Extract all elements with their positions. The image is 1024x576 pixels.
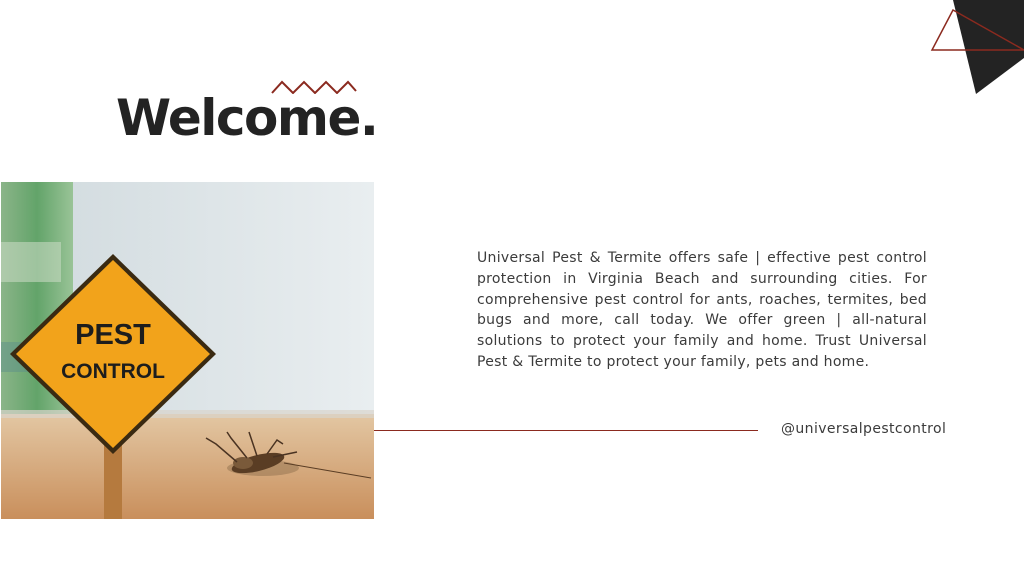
divider-line [374, 430, 758, 431]
pest-control-photo [1, 182, 374, 519]
page-title: Welcome. [116, 89, 378, 147]
social-handle: @universalpestcontrol [781, 421, 947, 437]
description-text: Universal Pest & Termite offers safe | effective pest control protection in Virginia Beach and surrounding cities. For comprehensive pest control for ants, roaches, termites, bed bugs and more, call today. We offer green | all-natural solutions to protect your family and home. Trust Universal Pest & Termite to protect your family, pets and home. [477, 250, 927, 370]
triangle-decoration-icon [920, 0, 1024, 100]
sign-text-pest: PEST [75, 319, 151, 351]
sign-text-control: CONTROL [61, 360, 165, 383]
